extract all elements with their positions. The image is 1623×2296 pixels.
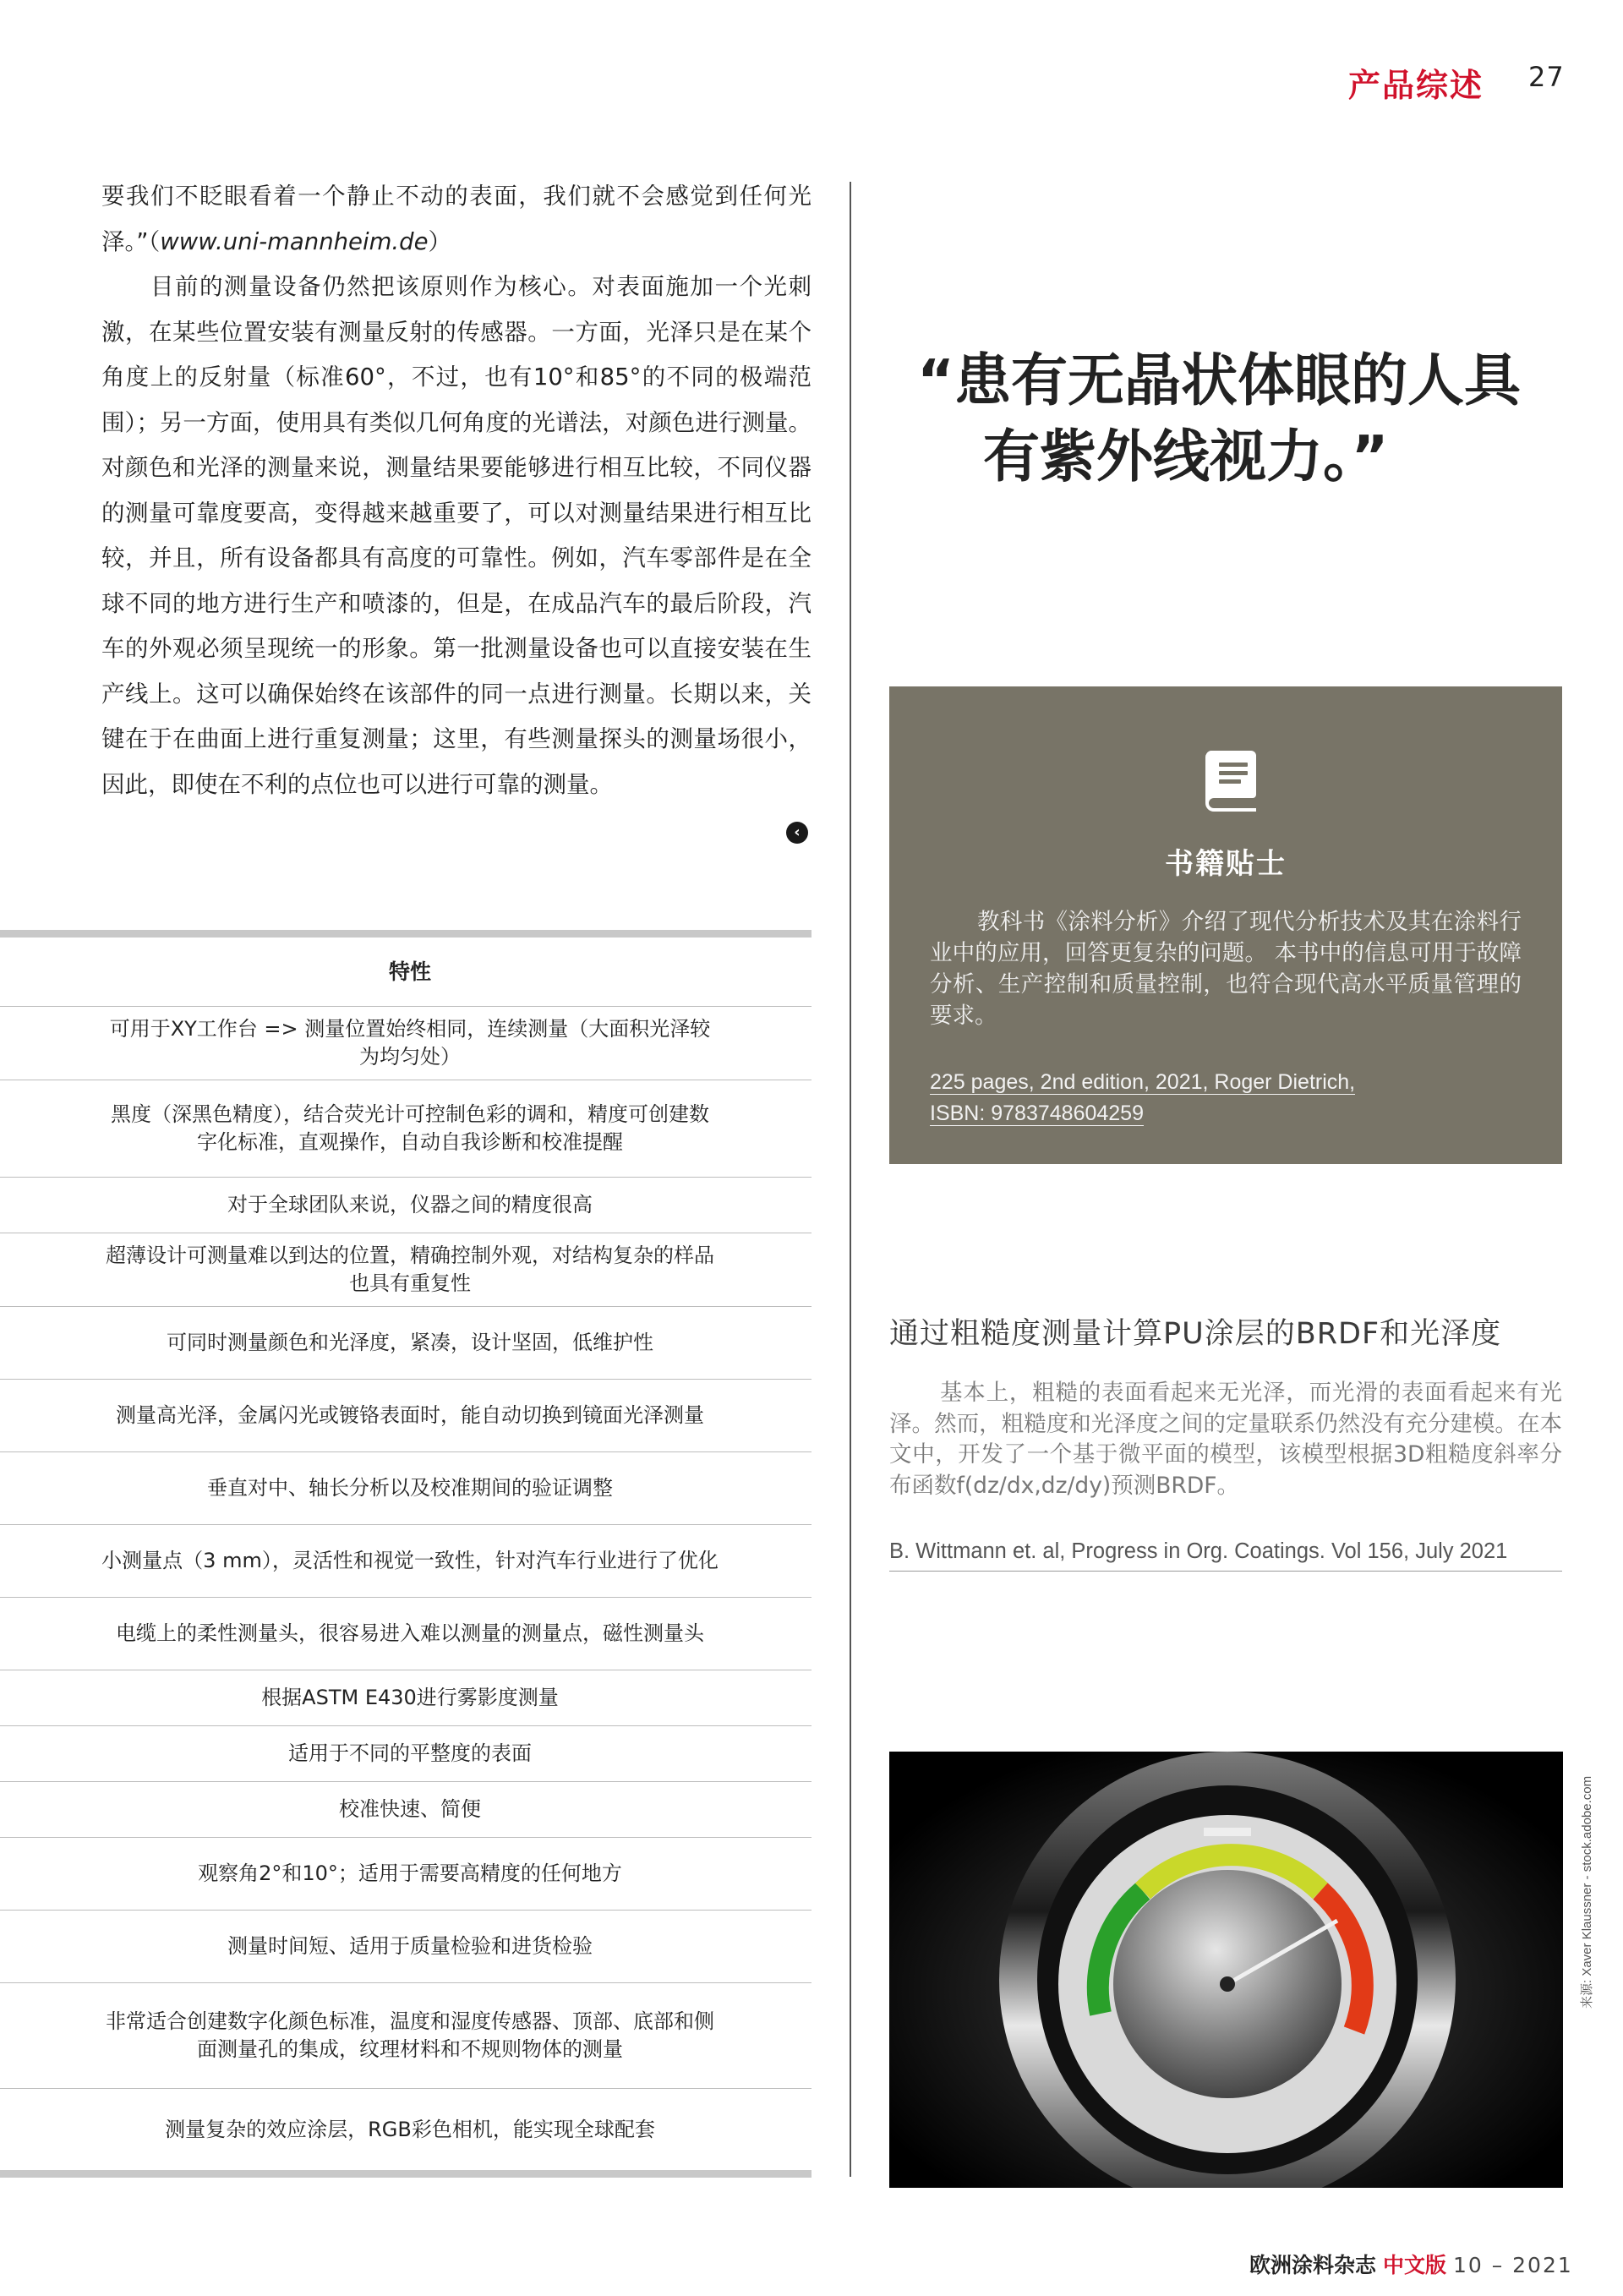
- footer-issue: 10 – 2021: [1452, 2253, 1573, 2277]
- features-table: [0, 930, 812, 2178]
- table-row: 校准快速、简便: [0, 1782, 812, 1838]
- table-row: 根据ASTM E430进行雾影度测量: [0, 1670, 812, 1726]
- book-meta: [930, 1067, 1522, 1129]
- section-title: 产品综述: [1348, 67, 1484, 104]
- book-tip-box: [889, 686, 1562, 1164]
- book-tip-title: 书籍贴士: [1165, 847, 1287, 881]
- table-header: 特性: [0, 938, 812, 1007]
- pull-quote-line-2: 有紫外线视力。”: [983, 424, 1389, 489]
- table-row: 测量时间短、适用于质量检验和进货检验: [0, 1911, 812, 1983]
- paper-abstract: 基本上，粗糙的表面看起来无光泽，而光滑的表面看起来有光泽。然而，粗糙度和光泽度之间的定量联系仍然没有充分建模。在本文中，开发了一个基于微平面的模型，该模型根据3D粗糙度斜率分布函数f(dz/dx,dz/dy)预测BRDF。: [889, 1380, 1562, 1499]
- book-description: 教科书《涂料分析》介绍了现代分析技术及其在涂料行业中的应用，回答更复杂的问题。 本书中的信息可用于故障分析、生产控制和质量控制，也符合现代高水平质量管理的要求。: [930, 909, 1522, 1029]
- paragraph-1: [101, 174, 812, 265]
- table-row: 测量高光泽，金属闪光或镀铬表面时，能自动切换到镜面光泽测量: [0, 1380, 812, 1452]
- table-row: 垂直对中、轴长分析以及校准期间的验证调整: [0, 1452, 812, 1525]
- table-row: 对于全球团队来说，仪器之间的精度很高: [0, 1178, 812, 1233]
- table-row: 黑度（深黑色精度），结合荧光计可控制色彩的调和，精度可创建数字化标准，直观操作，自动自我诊断和校准提醒: [0, 1080, 812, 1178]
- book-meta-line-1: 225 pages, 2nd edition, 2021, Roger Dietrich,: [930, 1070, 1356, 1094]
- paragraph-1-close: ）: [428, 227, 452, 255]
- table-row: 测量复杂的效应涂层，RGB彩色相机，能实现全球配套: [165, 2117, 655, 2141]
- footer-edition: 中文版: [1382, 2253, 1446, 2277]
- page-number: 27: [1528, 61, 1565, 93]
- table-row: 适用于不同的平整度的表面: [0, 1726, 812, 1782]
- image-credit-text: 来源: Xaver Klaussner - stock.adobe.com: [1580, 1775, 1594, 2009]
- image-credit: [1571, 1758, 1594, 2012]
- paper-reference: B. Wittmann et. al, Progress in Org. Coatings. Vol 156, July 2021: [889, 1537, 1562, 1572]
- book-isbn: ISBN: 9783748604259: [930, 1102, 1144, 1125]
- column-divider: [850, 182, 851, 2177]
- table-row: 电缆上的柔性测量头，很容易进入难以测量的测量点，磁性测量头: [0, 1598, 812, 1670]
- table-row: 非常适合创建数字化颜色标准，温度和湿度传感器、顶部、底部和侧面测量孔的集成，纹理材料和不规则物体的测量: [0, 1983, 812, 2089]
- source-link[interactable]: www.uni-mannheim.de: [160, 227, 429, 255]
- table-row: 可用于XY工作台 => 测量位置始终相同，连续测量（大面积光泽较为均匀处）: [0, 1007, 812, 1080]
- table-row: 小测量点（3 mm），灵活性和视觉一致性，针对汽车行业进行了优化: [0, 1525, 812, 1598]
- footer: [1249, 2249, 1573, 2279]
- paragraph-1-text: 要我们不眨眼看着一个静止不动的表面，我们就不会感觉到任何光泽。”（: [101, 183, 812, 255]
- table-bottom-rule: [0, 2170, 812, 2178]
- table-row: 可同时测量颜色和光泽度，紧凑，设计坚固，低维护性: [0, 1307, 812, 1380]
- paper-heading: 通过粗糙度测量计算PU涂层的BRDF和光泽度: [889, 1317, 1502, 1351]
- chevron-left-circle-icon: ‹: [786, 822, 808, 844]
- paragraph-2: 目前的测量设备仍然把该原则作为核心。对表面施加一个光刺激，在某些位置安装有测量反射的传感器。一方面，光泽只是在某个角度上的反射量（标准60°，不过，也有10°和85°的不同的极端范围）；另一方面，使用具有类似几何角度的光谱法，对颜色进行测量。对颜色和光泽的测量来说，测量结果要能够进行相互比较，不同仪器的测量可靠度要高，变得越来越重要了，可以对测量结果进行相互比较，并且，所有设备都具有高度的可靠性。例如，汽车零部件是在全球不同的地方进行生产和喷漆的，但是，在成品汽车的最后阶段，汽车的外观必须呈现统一的形象。第一批测量设备也可以直接安装在生产线上。这可以确保始终在该部件的同一点进行测量。长期以来，关键在于在曲面上进行重复测量；这里，有些测量探头的测量场很小，因此，即使在不利的点位也可以进行可靠的测量。: [101, 273, 812, 798]
- pull-quote: [917, 342, 1577, 495]
- table-row: 观察角2°和10°；适用于需要高精度的任何地方: [0, 1838, 812, 1911]
- pull-quote-line-1: “患有无晶状体眼的人具: [917, 347, 1522, 413]
- gauge-illustration: [889, 1752, 1563, 2188]
- body-text: [101, 174, 812, 807]
- table-top-rule: [0, 930, 812, 938]
- footer-magazine: 欧洲涂料杂志: [1249, 2253, 1377, 2277]
- gauge-photo: [889, 1752, 1563, 2188]
- table-row: 超薄设计可测量难以到达的位置，精确控制外观，对结构复杂的样品也具有重复性: [0, 1233, 812, 1307]
- book-icon: [1192, 742, 1268, 818]
